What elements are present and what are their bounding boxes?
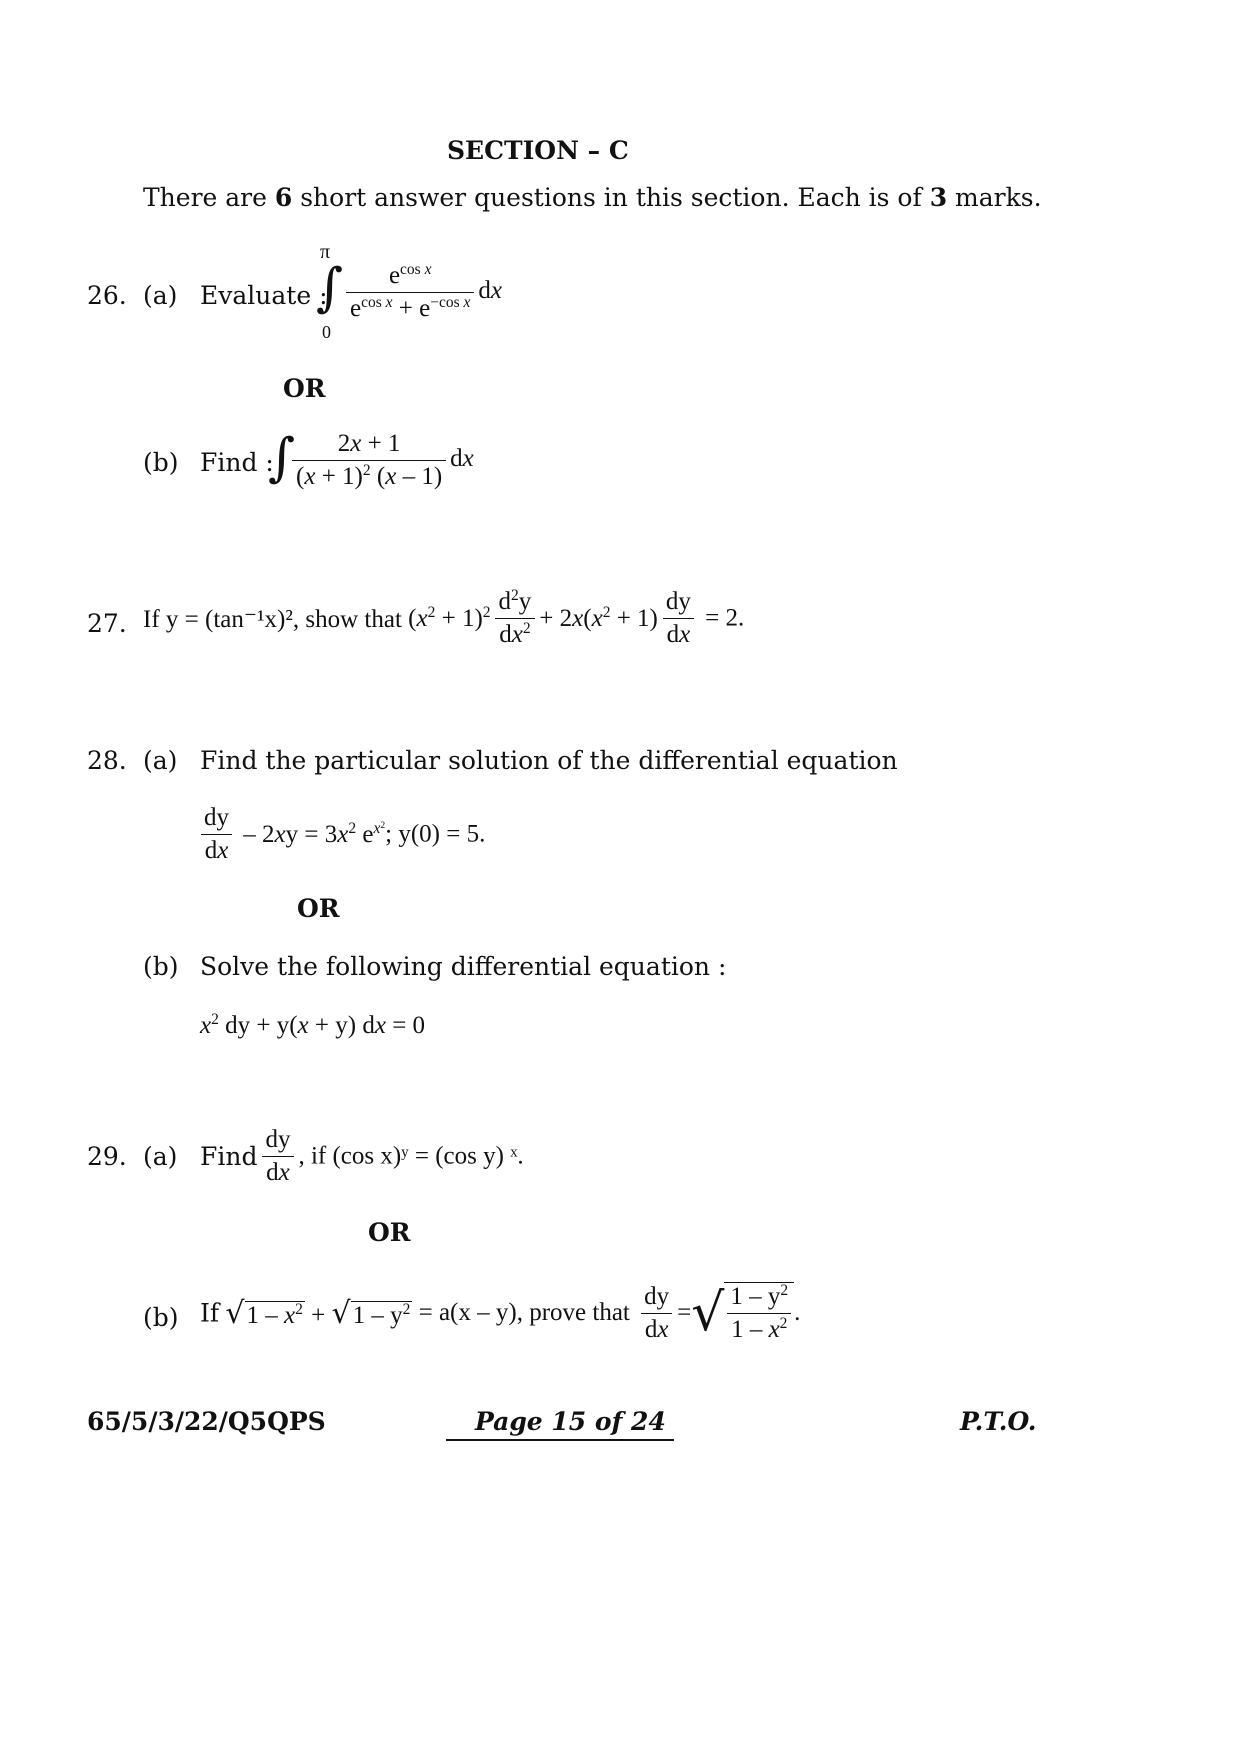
q29-a-condition: , if (cos x)ʸ = (cos y) ˣ. bbox=[298, 1142, 524, 1170]
q29-b-statement: If $√1 - x^2 + √1 - y^2 = a(x - y)$, prove that $\frac{dy}{dx}$ =√ $\frac{1 - y^2}{1 - x^2}$ . bbox=[200, 1282, 801, 1343]
intro-question-count: 6 bbox=[274, 183, 293, 212]
q29-a-find: Find bbox=[200, 1142, 258, 1171]
section-heading: SECTION – C bbox=[447, 136, 629, 165]
intro-marks: 3 bbox=[929, 183, 948, 212]
intro-text: There are bbox=[143, 183, 275, 212]
q29-b-if: If bbox=[200, 1298, 220, 1328]
q26-a-label: (a) bbox=[143, 281, 178, 310]
q29-b-rhs: = a(x – y), prove that bbox=[418, 1299, 630, 1326]
footer-page-number: Page 15 of 24 bbox=[475, 1407, 666, 1436]
q27-text: If y = (tan⁻¹x)², show that bbox=[143, 605, 402, 633]
q28-b-text: Solve the following differential equation : bbox=[200, 952, 727, 981]
q28-a-condition: ; y(0) = 5. bbox=[385, 820, 486, 848]
footer-paper-code: 65/5/3/22/Q5QPS bbox=[87, 1407, 326, 1436]
q28-or: OR bbox=[297, 894, 340, 923]
q29-or: OR bbox=[368, 1218, 411, 1247]
integral-upper-limit: π bbox=[320, 241, 331, 263]
q28-a-text: Find the particular solution of the differential equation bbox=[200, 746, 898, 775]
section-intro bbox=[143, 183, 1042, 212]
q26-b-label: (b) bbox=[143, 448, 179, 477]
q29-b-label: (b) bbox=[143, 1303, 179, 1332]
q29-a-label: (a) bbox=[143, 1142, 178, 1171]
integral-sign: ∫ bbox=[316, 258, 344, 318]
q28-number: 28. bbox=[87, 746, 127, 775]
q26-or: OR bbox=[283, 374, 326, 403]
q27-end: = 2. bbox=[705, 604, 745, 632]
q26-a-text: Evaluate : bbox=[200, 281, 328, 310]
q28-a-label: (a) bbox=[143, 746, 178, 775]
q29-b-end: . bbox=[794, 1299, 801, 1326]
q26-number: 26. bbox=[87, 281, 127, 310]
q28-b-label: (b) bbox=[143, 952, 179, 981]
q27-number: 27. bbox=[87, 609, 127, 638]
integral-lower-limit: 0 bbox=[322, 322, 331, 342]
q29-a-statement: Find $\frac{dy}{dx}$ , if (cos x)ʸ = (cos y) ˣ. bbox=[200, 1126, 524, 1186]
intro-text-mid: short answer questions in this section. Each is of bbox=[292, 183, 930, 212]
q26-a-integrand: $\frac{e^{cos x}}{e^{cos x} + e^{-cos x}}$ dx bbox=[342, 262, 502, 323]
q28-b-equation: $x^2$ dy + y(x + y) dx = 0 bbox=[200, 1011, 426, 1039]
q29-number: 29. bbox=[87, 1142, 127, 1171]
q26-b-text: Find : bbox=[200, 448, 274, 477]
footer-page-underline bbox=[446, 1439, 674, 1441]
integral-sign: ∫ bbox=[268, 428, 296, 488]
intro-text-end: marks. bbox=[947, 183, 1042, 212]
q26-b-integrand: $\frac{2x + 1}{(x + 1)^2 (x - 1)}$ dx bbox=[288, 430, 474, 491]
footer-pto: P.T.O. bbox=[960, 1407, 1037, 1436]
q28-a-equation: $\frac{dy}{dx}$ – $2xy = 3x^2$ $e^{x^2}$; y(0) = 5. bbox=[196, 804, 485, 865]
q27-statement: If y = (tan⁻¹x)², show that $(x^2 + 1)^2$ $\frac{d^2y}{dx^2}$ + $2x(x^2 + 1)$ $\frac{dy}{dx}$ = 2. bbox=[143, 587, 745, 648]
